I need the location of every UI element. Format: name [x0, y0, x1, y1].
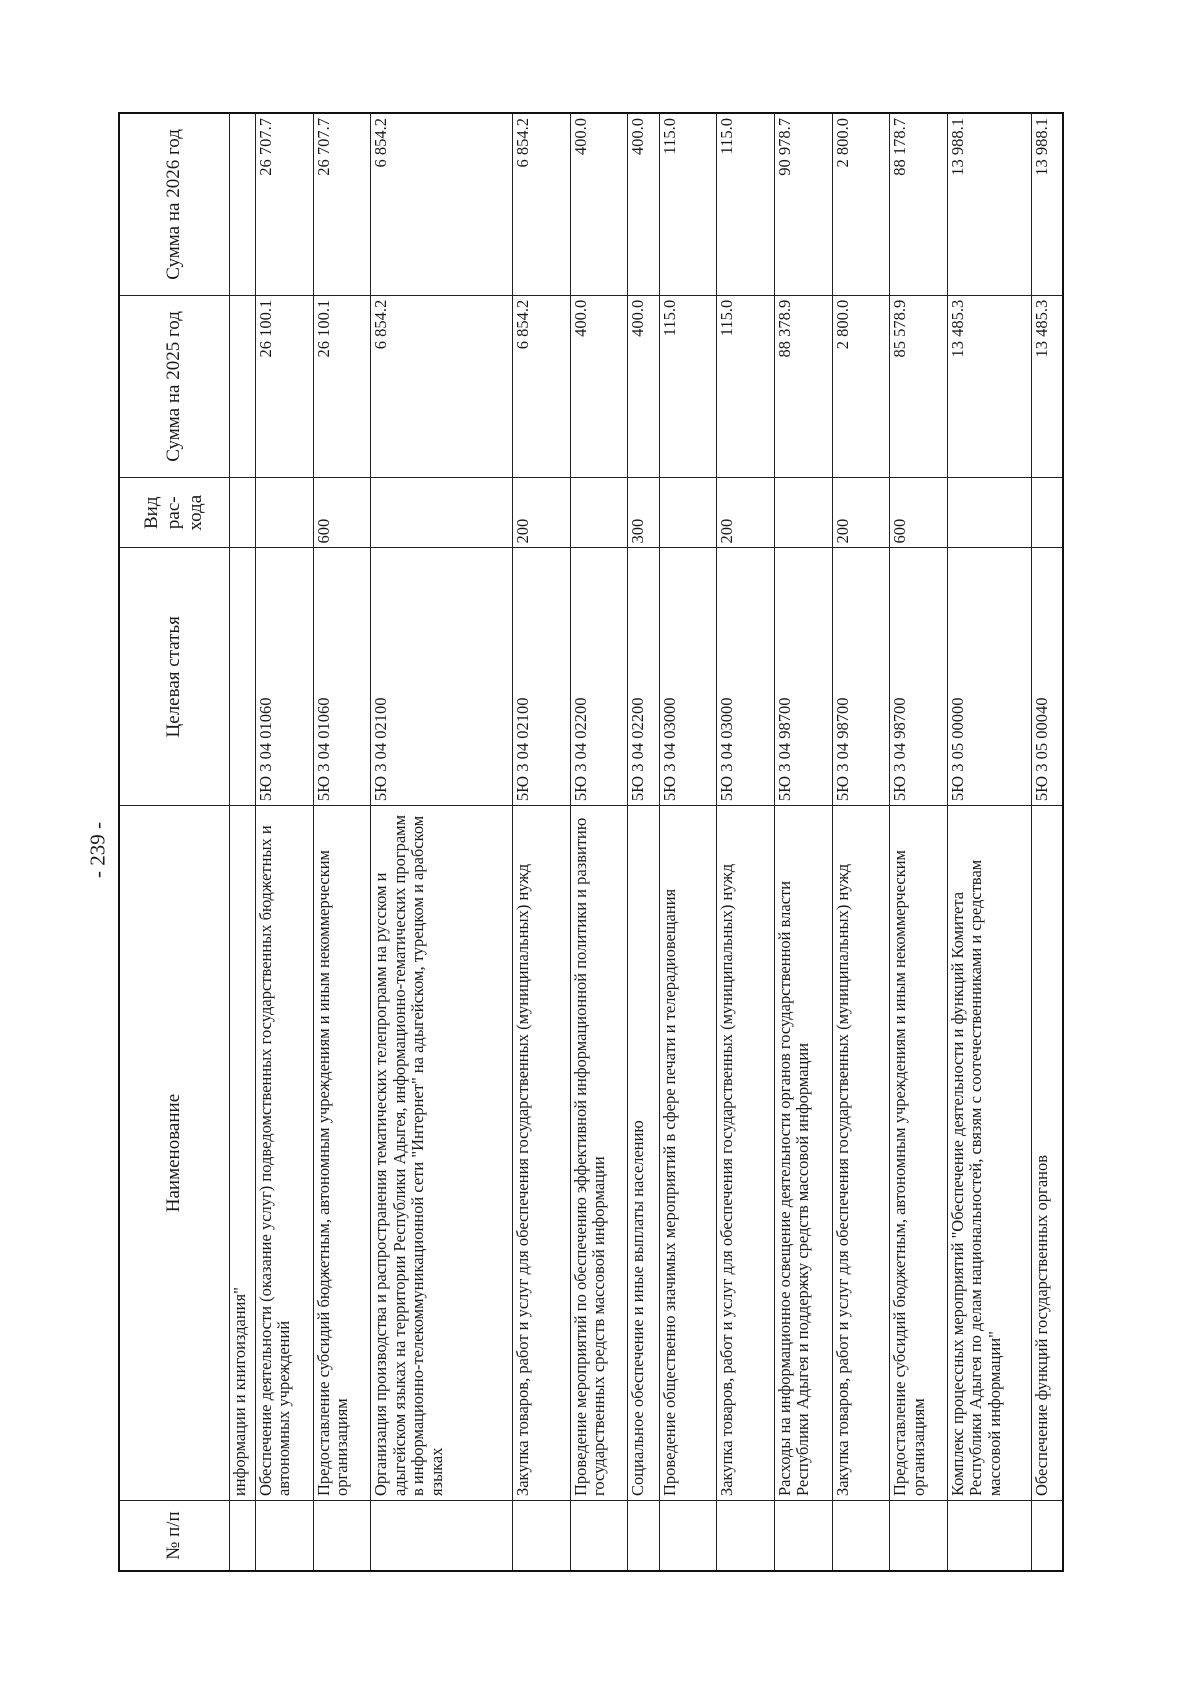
cell-sum-2026: 6 854.2 [371, 113, 513, 295]
cell-target: 5Ю 3 05 00000 [948, 548, 1032, 806]
cell-sum-2026: 2 800.0 [832, 113, 890, 295]
cell-sum-2026: 90 978.7 [775, 113, 833, 295]
cell-name: информации и книгоиздания" [229, 806, 255, 1501]
cell-target: 5Ю 3 04 01060 [313, 548, 371, 806]
cell-name: Комплекс процессных мероприятий "Обеспечение деятельности и функций Комитета Республики Адыгея по делам национальностей, связям с соотечественниками и средствам массовой информации" [948, 806, 1032, 1501]
header-sum-2025: Сумма на 2025 год [119, 295, 229, 477]
header-name: Наименование [119, 806, 229, 1501]
cell-target: 5Ю 3 04 02100 [371, 548, 513, 806]
cell-target: 5Ю 3 04 01060 [255, 548, 313, 806]
cell-sum-2026 [229, 113, 255, 295]
cell-no [659, 1501, 717, 1571]
cell-name: Закупка товаров, работ и услуг для обеспечения государственных (муниципальных) нужд [832, 806, 890, 1501]
cell-kind [775, 478, 833, 548]
cell-sum-2026: 26 707.7 [255, 113, 313, 295]
header-kind: Вид рас-хода [119, 478, 229, 548]
cell-target: 5Ю 3 04 02200 [570, 548, 628, 806]
cell-target: 5Ю 3 04 98700 [775, 548, 833, 806]
cell-no [832, 1501, 890, 1571]
cell-sum-2025 [229, 295, 255, 477]
table-row [1032, 113, 1063, 1571]
cell-no [570, 1501, 628, 1571]
table-row [229, 113, 255, 1571]
cell-kind: 600 [313, 478, 371, 548]
budget-table [118, 112, 1064, 1572]
table-header-row [119, 113, 229, 1571]
table-row [628, 113, 659, 1571]
cell-no [717, 1501, 775, 1571]
table-row [570, 113, 628, 1571]
table-row [775, 113, 833, 1571]
cell-sum-2025: 26 100.1 [313, 295, 371, 477]
cell-kind: 300 [628, 478, 659, 548]
cell-kind [570, 478, 628, 548]
table-row [659, 113, 717, 1571]
cell-name: Предоставление субсидий бюджетным, автономным учреждениям и иным некоммерческим организациям [313, 806, 371, 1501]
cell-sum-2026: 88 178.7 [890, 113, 948, 295]
cell-no [229, 1501, 255, 1571]
table-row [513, 113, 571, 1571]
cell-no [890, 1501, 948, 1571]
cell-no [371, 1501, 513, 1571]
cell-kind [948, 478, 1032, 548]
cell-target: 5Ю 3 04 03000 [659, 548, 717, 806]
cell-kind: 600 [890, 478, 948, 548]
table-row [313, 113, 371, 1571]
cell-sum-2025: 6 854.2 [513, 295, 571, 477]
cell-target: 5Ю 3 04 98700 [832, 548, 890, 806]
cell-kind [371, 478, 513, 548]
cell-sum-2025: 13 485.3 [1032, 295, 1063, 477]
cell-name: Предоставление субсидий бюджетным, автономным учреждениям и иным некоммерческим организациям [890, 806, 948, 1501]
cell-name: Обеспечение деятельности (оказание услуг) подведомственных государственных бюджетных и автономных учреждений [255, 806, 313, 1501]
cell-sum-2025: 85 578.9 [890, 295, 948, 477]
cell-name: Проведение общественно значимых мероприятий в сфере печати и телерадиовещания [659, 806, 717, 1501]
page-number: - 239 - [85, 822, 110, 878]
header-target: Целевая статья [119, 548, 229, 806]
cell-name: Обеспечение функций государственных органов [1032, 806, 1063, 1501]
table-row [890, 113, 948, 1571]
table-row [717, 113, 775, 1571]
cell-sum-2026: 115.0 [659, 113, 717, 295]
cell-kind: 200 [513, 478, 571, 548]
cell-target [229, 548, 255, 806]
cell-sum-2026: 13 988.1 [1032, 113, 1063, 295]
cell-sum-2026: 115.0 [717, 113, 775, 295]
cell-sum-2025: 400.0 [628, 295, 659, 477]
cell-no [313, 1501, 371, 1571]
cell-kind: 200 [832, 478, 890, 548]
table-row [832, 113, 890, 1571]
cell-no [1032, 1501, 1063, 1571]
cell-kind [659, 478, 717, 548]
cell-sum-2025: 13 485.3 [948, 295, 1032, 477]
cell-name: Проведение мероприятий по обеспечению эффективной информационной политики и развитию государственных средств массовой информации [570, 806, 628, 1501]
cell-name: Закупка товаров, работ и услуг для обеспечения государственных (муниципальных) нужд [717, 806, 775, 1501]
cell-name: Социальное обеспечение и иные выплаты населению [628, 806, 659, 1501]
cell-no [513, 1501, 571, 1571]
table-row [255, 113, 313, 1571]
cell-no [775, 1501, 833, 1571]
cell-no [255, 1501, 313, 1571]
cell-name: Закупка товаров, работ и услуг для обеспечения государственных (муниципальных) нужд [513, 806, 571, 1501]
cell-kind: 200 [717, 478, 775, 548]
page-number-container [78, 820, 118, 880]
cell-sum-2025: 88 378.9 [775, 295, 833, 477]
cell-target: 5Ю 3 05 00040 [1032, 548, 1063, 806]
cell-no [628, 1501, 659, 1571]
cell-target: 5Ю 3 04 03000 [717, 548, 775, 806]
cell-sum-2025: 26 100.1 [255, 295, 313, 477]
cell-sum-2026: 26 707.7 [313, 113, 371, 295]
header-sum-2026: Сумма на 2026 год [119, 113, 229, 295]
cell-sum-2025: 115.0 [717, 295, 775, 477]
cell-sum-2025: 2 800.0 [832, 295, 890, 477]
cell-kind [229, 478, 255, 548]
table-row [371, 113, 513, 1571]
cell-sum-2026: 6 854.2 [513, 113, 571, 295]
cell-target: 5Ю 3 04 98700 [890, 548, 948, 806]
cell-target: 5Ю 3 04 02200 [628, 548, 659, 806]
rotated-table-container [118, 112, 1064, 1572]
cell-sum-2025: 400.0 [570, 295, 628, 477]
cell-sum-2026: 13 988.1 [948, 113, 1032, 295]
cell-sum-2026: 400.0 [628, 113, 659, 295]
header-no: № п/п [119, 1501, 229, 1571]
cell-sum-2026: 400.0 [570, 113, 628, 295]
cell-sum-2025: 6 854.2 [371, 295, 513, 477]
cell-target: 5Ю 3 04 02100 [513, 548, 571, 806]
cell-sum-2025: 115.0 [659, 295, 717, 477]
table-row [948, 113, 1032, 1571]
cell-kind [1032, 478, 1063, 548]
cell-kind [255, 478, 313, 548]
cell-name: Расходы на информационное освещение деятельности органов государственной власти Республики Адыгея и поддержку средств массовой информации [775, 806, 833, 1501]
cell-name: Организация производства и распространения тематических телепрограмм на русском и адыгейском языках на территории Республики Адыгея, информационно-тематических программ в информационно-телекоммуникационной сети "Интернет" на адыгейском, турецком и арабском языках [371, 806, 513, 1501]
cell-no [948, 1501, 1032, 1571]
